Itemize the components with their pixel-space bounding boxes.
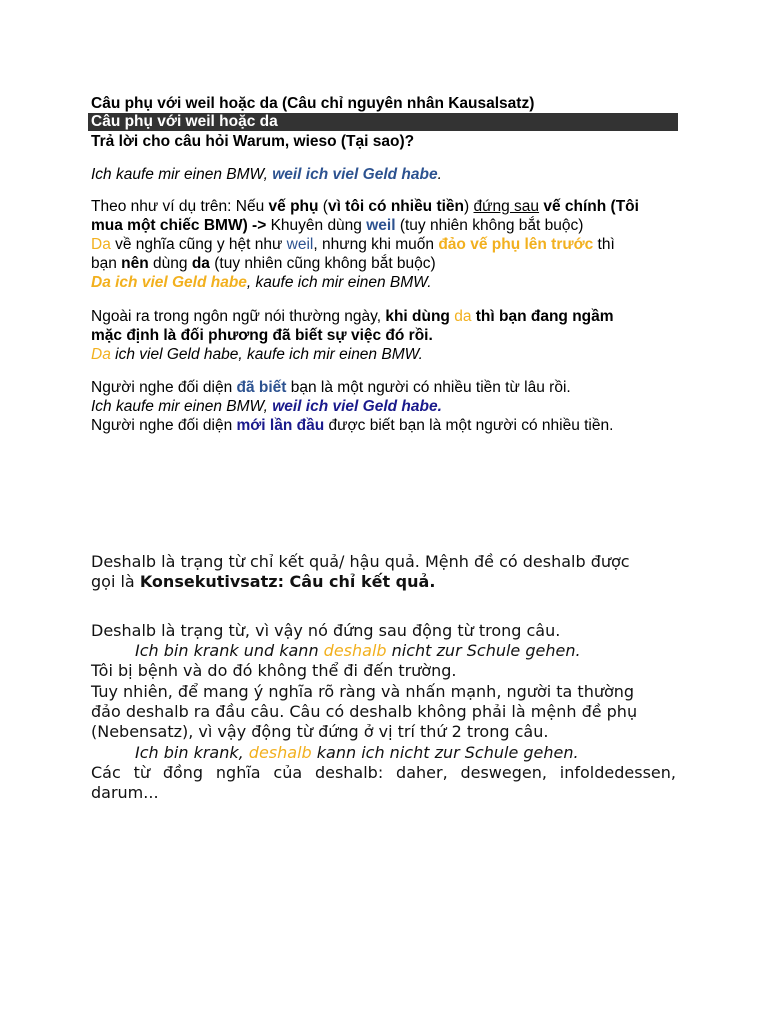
- deshalb-line3: Deshalb là trạng từ, vì vậy nó đứng sau động từ trong câu.: [91, 621, 561, 640]
- deshalb-line6: đảo deshalb ra đầu câu. Câu có deshalb không phải là mệnh đề phụ: [91, 702, 638, 721]
- example-weil: Ich kaufe mir einen BMW, weil ich viel Geld habe.: [91, 166, 442, 183]
- para1-line3: Da về nghĩa cũng y hệt như weil, nhưng khi muốn đảo vế phụ lên trước thì: [91, 236, 615, 253]
- para2-line2: mặc định là đối phương đã biết sự việc đó rồi.: [91, 327, 433, 344]
- para1-line5: Da ich viel Geld habe, kaufe ich mir einen BMW.: [91, 274, 432, 291]
- question-line: Trả lời cho câu hỏi Warum, wieso (Tại sao)?: [91, 133, 415, 150]
- para3-line2: Ich kaufe mir einen BMW, weil ich viel Geld habe.: [91, 398, 442, 415]
- deshalb-line2: gọi là Konsekutivsatz: Câu chỉ kết quả.: [91, 572, 436, 591]
- para2-line3: Da ich viel Geld habe, kaufe ich mir einen BMW.: [91, 346, 423, 363]
- deshalb-line1: Deshalb là trạng từ chỉ kết quả/ hậu quả. Mệnh đề có deshalb được: [91, 552, 630, 571]
- section-title: Câu phụ với weil hoặc da (Câu chỉ nguyên nhân Kausalsatz): [91, 95, 535, 112]
- deshalb-line7: (Nebensatz), vì vậy động từ đứng ở vị trí thứ 2 trong câu.: [91, 722, 549, 741]
- deshalb-line4: Tôi bị bệnh và do đó không thể đi đến trường.: [91, 661, 457, 680]
- para3-line1: Người nghe đối diện đã biết bạn là một người có nhiều tiền từ lâu rồi.: [91, 379, 571, 396]
- deshalb-line9: darum...: [91, 783, 159, 802]
- para2-line1: Ngoài ra trong ngôn ngữ nói thường ngày, khi dùng da thì bạn đang ngầm: [91, 308, 614, 325]
- para3-line3: Người nghe đối diện mới lần đầu được biết bạn là một người có nhiều tiền.: [91, 417, 614, 434]
- deshalb-line8: Các từ đồng nghĩa của deshalb: daher, deswegen, infoldedessen,: [91, 763, 676, 782]
- para1-line2: mua một chiếc BMW) -> Khuyên dùng weil (tuy nhiên không bắt buộc): [91, 217, 584, 234]
- para1-line4: bạn nên dùng da (tuy nhiên cũng không bắt buộc): [91, 255, 436, 272]
- highlighted-heading: Câu phụ với weil hoặc da: [91, 113, 278, 130]
- para1-line1: Theo như ví dụ trên: Nếu vế phụ (vì tôi có nhiều tiền) đứng sau vế chính (Tôi: [91, 198, 639, 215]
- deshalb-example2: Ich bin krank, deshalb kann ich nicht zur Schule gehen.: [135, 743, 579, 762]
- deshalb-line5: Tuy nhiên, để mang ý nghĩa rõ ràng và nhấn mạnh, người ta thường: [91, 682, 635, 701]
- deshalb-example1: Ich bin krank und kann deshalb nicht zur Schule gehen.: [135, 641, 581, 660]
